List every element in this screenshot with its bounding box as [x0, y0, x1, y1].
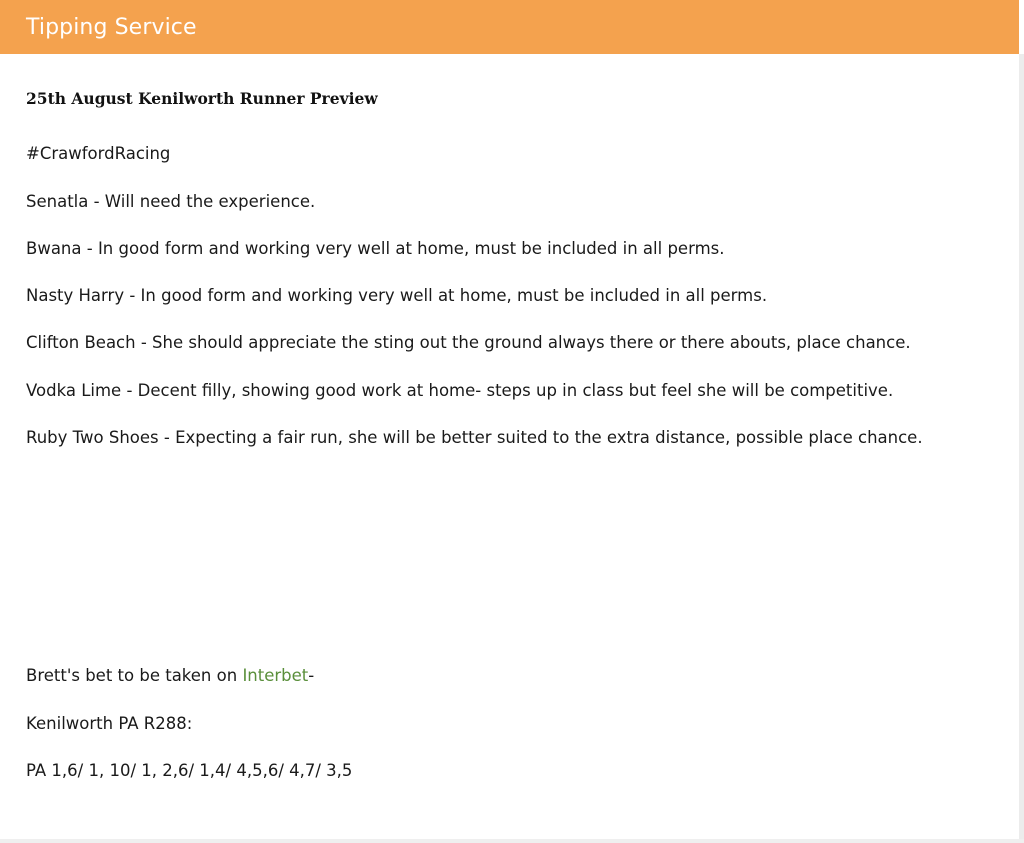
bet-intro-suffix: -: [308, 666, 315, 685]
runner-ruby-two-shoes: Ruby Two Shoes - Expecting a fair run, she will be better suited to the extra distance, possible place chance.: [26, 428, 923, 447]
bet-intro-prefix: Brett's bet to be taken on: [26, 666, 243, 685]
pa-label: Kenilworth PA R288:: [26, 714, 193, 733]
runner-clifton-beach: Clifton Beach - She should appreciate the sting out the ground always there or there abouts, place chance.: [26, 333, 911, 352]
pa-selection: PA 1,6/ 1, 10/ 1, 2,6/ 1,4/ 4,5,6/ 4,7/ 3,5: [26, 761, 353, 780]
runner-senatla: Senatla - Will need the experience.: [26, 192, 316, 211]
right-edge-divider: [1019, 54, 1024, 843]
interbet-link[interactable]: Interbet: [242, 666, 309, 685]
bottom-edge-divider: [0, 839, 1024, 843]
site-header: [0, 0, 1019, 54]
runner-bwana: Bwana - In good form and working very well at home, must be included in all perms.: [26, 239, 725, 258]
hashtag-text: #CrawfordRacing: [26, 144, 171, 163]
header-title: Tipping Service: [26, 14, 197, 40]
runner-vodka-lime: Vodka Lime - Decent filly, showing good work at home- steps up in class but feel she will be competitive.: [26, 381, 894, 400]
bet-intro: [26, 666, 314, 685]
runner-nasty-harry: Nasty Harry - In good form and working very well at home, must be included in all perms.: [26, 286, 768, 305]
post-title: 25th August Kenilworth Runner Preview: [26, 89, 378, 108]
